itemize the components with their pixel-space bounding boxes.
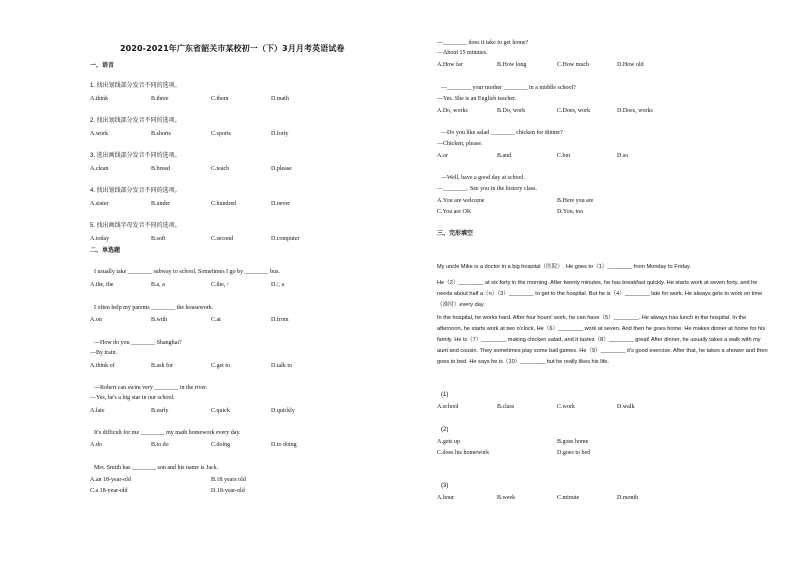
question-line: —By train.	[90, 350, 117, 356]
question-line: I usually take ________ subway to school. Sometimes I go by ________ bus.	[94, 269, 280, 275]
option-c: C.a 18-year-old	[90, 488, 128, 494]
option-d: D.Does, works	[617, 108, 653, 114]
question-line: —Yes. She is an English teacher.	[437, 96, 517, 102]
option-a: A.sister	[90, 201, 109, 207]
option-a: A.today	[90, 236, 110, 242]
option-b: B.Here you are	[557, 198, 594, 204]
question-line: —Well, have a good day at school.	[441, 175, 525, 181]
question-line: —Chicken, please.	[437, 141, 483, 147]
question-line: —Robert can swim very ________ in the river.	[94, 385, 208, 391]
question-stem: 2. 找出划线部分发音不同的选项。	[90, 118, 181, 124]
option-c: C.second	[211, 236, 234, 242]
option-b: B.ask for	[151, 363, 173, 369]
option-b: B.a, a	[151, 282, 165, 288]
option-d: D.never	[271, 201, 291, 207]
option-d: D.You, too	[557, 209, 584, 215]
option-b: B.18 years old	[211, 477, 246, 483]
option-c: C.sports	[211, 131, 231, 137]
question-stem: 3. 选出画线部分发音不同的选项。	[90, 153, 181, 159]
question-line: It's difficult for me ________ my math homework every day.	[94, 430, 241, 436]
cloze-number: (3)	[441, 483, 449, 489]
option-d: D.walk	[617, 404, 635, 410]
option-a: A.think	[90, 96, 109, 102]
option-a: A.hour	[437, 495, 454, 501]
section-heading-single-choice: 二、单选题	[90, 247, 121, 254]
option-d: D./, a	[271, 282, 285, 288]
option-d: D.from	[271, 317, 289, 323]
question-line: —Do you like salad ________ chicken for dinner?	[441, 130, 563, 136]
option-a: A.Do, works	[437, 108, 468, 114]
option-a: A.or	[437, 153, 448, 159]
option-a: A.You are welcome	[437, 198, 485, 204]
passage-paragraph: He（2）________ at six forty in the morning. After twenty minutes, he has breakfast quickly. He starts work at seven forty, and he needs about half a（n）（3）________ to get to the hospital. But he is（4）________ late for work. He always gets to work on time（准时）every day.	[437, 280, 763, 308]
option-a: A.How far	[437, 62, 463, 68]
option-a: A.school	[437, 404, 459, 410]
option-d: D.so	[617, 153, 629, 159]
question-line: —Yes, he's a big star in our school.	[90, 395, 175, 401]
option-d: D.goes to bed	[557, 450, 591, 456]
option-b: B.bread	[151, 166, 170, 172]
option-c: C.them	[211, 96, 229, 102]
option-b: B.week	[497, 495, 516, 501]
option-b: B.to do	[151, 442, 169, 448]
option-d: D.talk to	[271, 363, 292, 369]
option-a: A.think of	[90, 363, 115, 369]
option-a: A.clean	[90, 166, 109, 172]
question-stem: 1. 找出划线部分发音不同的选项。	[90, 83, 181, 89]
option-b: B.and	[497, 153, 512, 159]
option-a: A.on	[90, 317, 102, 323]
option-b: B.three	[151, 96, 169, 102]
option-d: D.forty	[271, 131, 289, 137]
option-b: B.How long	[497, 62, 527, 68]
option-b: B.early	[151, 408, 169, 414]
question-stem: 4. 找出划线部分发音不同的选项。	[90, 188, 181, 194]
option-a: A.work	[90, 131, 109, 137]
option-c: C.the, /	[211, 282, 229, 288]
question-line: Mrs. Smith has ________ son and his name is Jack.	[94, 465, 219, 471]
question-line: —About 15 minutes.	[437, 50, 488, 56]
option-b: B.with	[151, 317, 168, 323]
option-d: D.computer	[271, 236, 300, 242]
option-d: D.18-year-old	[211, 488, 245, 494]
option-c: C.minute	[557, 495, 580, 501]
option-c: C.but	[557, 153, 571, 159]
passage-paragraph: My uncle Mike is a doctor in a big hospital（医院）. He goes to（1）________ from Monday to Friday.	[437, 264, 691, 270]
page-title: 2020-2021年广东省韶关市某校初一（下）3月月考英语试卷	[120, 44, 345, 53]
option-a: A.late	[90, 408, 105, 414]
passage-paragraph: In the hospital, he works hard. After four hours' work, he can have（5）________. He always has lunch in the hospital. In the afternoon, he starts work at two o'clock. He（6）________ work at seven. And then he goes home. He makes dinner at home for his family. He is（7）________ making chicken salad, and it tastes（8）________ great! After dinner, he usually takes a walk with my aunt and cousin. They sometimes play some ball games. He（9）________ it's good exercise. After that, he takes a shower and then goes to bed. He says he is（10）________ but he really likes his life.	[437, 315, 768, 365]
option-c: C.hundred	[211, 201, 237, 207]
question-line: I often help my parents ________ the housework.	[94, 305, 214, 311]
option-b: B.Do, work	[497, 108, 526, 114]
option-b: B.under	[151, 201, 171, 207]
option-a: A.an 18-year-old	[90, 477, 131, 483]
option-c: C.You are OK	[437, 209, 472, 215]
question-line: —How do you ________ Shanghai?	[94, 340, 182, 346]
option-b: B.class	[497, 404, 515, 410]
option-d: D.quickly	[271, 408, 295, 414]
option-a: A.do	[90, 442, 102, 448]
option-b: B.soft	[151, 236, 166, 242]
option-c: C.get to	[211, 363, 230, 369]
option-a: A.the, the	[90, 282, 114, 288]
option-c: C.does his homework	[437, 450, 490, 456]
option-c: C.quick	[211, 408, 230, 414]
option-c: C.at	[211, 317, 221, 323]
option-c: C.Does, work	[557, 108, 591, 114]
option-c: C.work	[557, 404, 575, 410]
option-b: B.goes home	[557, 439, 589, 445]
option-a: A.gets up	[437, 439, 460, 445]
option-d: D.month	[617, 495, 639, 501]
option-b: B.shorts	[151, 131, 171, 137]
question-stem: 5. 找出画线字母发音不同的选项。	[90, 223, 181, 229]
option-d: D.math	[271, 96, 289, 102]
cloze-number: (1)	[441, 392, 449, 398]
option-d: D.please	[271, 166, 292, 172]
question-line: —________ your mother ________ in a middle school?	[441, 85, 576, 91]
option-d: D.to doing	[271, 442, 297, 448]
question-line: —________ does it take to get home?	[437, 40, 529, 46]
cloze-number: (2)	[441, 427, 449, 433]
question-line: —________. See you in the history class.	[437, 186, 537, 192]
option-c: C.teach	[211, 166, 230, 172]
section-heading-phonetics: 一、语音	[90, 62, 115, 69]
section-heading-cloze: 三、完形填空	[437, 230, 474, 237]
option-d: D.How old	[617, 62, 644, 68]
option-c: C.doing	[211, 442, 231, 448]
option-c: C.How much	[557, 62, 589, 68]
